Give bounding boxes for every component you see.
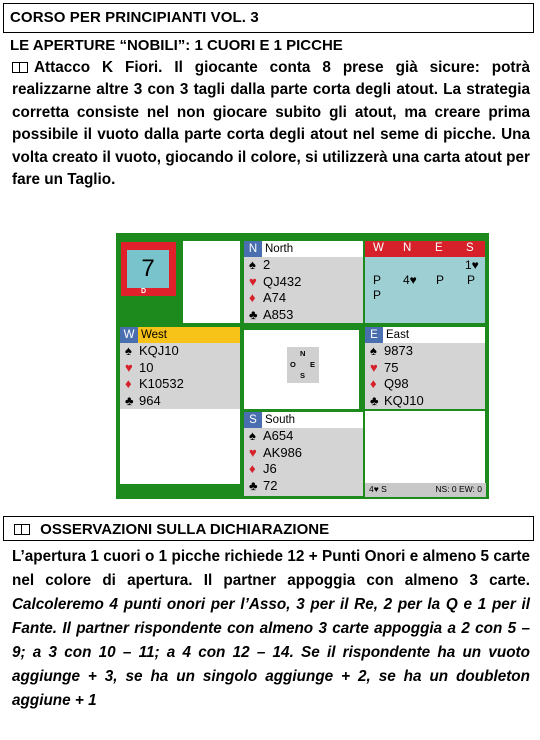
compass-o: O	[290, 360, 296, 369]
north-spades: 2	[263, 257, 271, 272]
club-icon: ♣	[125, 392, 134, 408]
hand-east	[365, 327, 485, 409]
auction-header	[365, 241, 485, 257]
south-name: South	[265, 414, 296, 426]
east-spades: 9873	[384, 343, 413, 358]
east-hearts: 75	[384, 359, 399, 375]
book-icon	[14, 524, 30, 535]
west-clubs: 964	[139, 392, 161, 408]
north-hearts: QJ432	[263, 273, 302, 289]
heart-icon: ♥	[249, 444, 257, 460]
blank-cell	[183, 241, 240, 323]
blank-cell	[120, 406, 240, 484]
compass-n: N	[300, 349, 306, 358]
west-spades: KQJ10	[139, 343, 179, 358]
section-title: LE APERTURE “NOBILI”: 1 CUORI E 1 PICCHE	[10, 37, 343, 54]
south-clubs: 72	[263, 477, 278, 493]
east-name: East	[386, 329, 410, 341]
east-diamonds: Q98	[384, 376, 409, 391]
auction-header-w: W	[373, 242, 384, 254]
auction-bid: 1♥	[465, 258, 479, 272]
course-title: CORSO PER PRINCIPIANTI VOL. 3	[10, 9, 259, 26]
south-diamonds: J6	[263, 461, 277, 476]
heart-icon: ♥	[370, 359, 378, 375]
north-name: North	[265, 243, 294, 255]
compass-e: E	[310, 360, 316, 369]
blank-cell	[365, 411, 485, 483]
auction-bid: P	[467, 273, 476, 287]
diamond-icon: ♦	[249, 461, 256, 476]
auction-header-s: S	[466, 242, 474, 254]
auction-bid: 4♥	[403, 273, 417, 287]
auction-header-e: E	[435, 242, 443, 254]
dealer-marker: D	[141, 288, 147, 295]
south-letter: S	[244, 412, 262, 428]
observations-italic-text: Calcoleremo 4 punti onori per l’Asso, 3 per il Re, 2 per la Q e 1 per il Fante. Il partner rispondente con almeno 3 carte appoggia a 2 con 5 – 9; a 3 con 10 – 11; a 4 con 12 – 14. Se il rispondente ha un vuoto aggiunge + 3, se ha un singolo aggiunge + 2, se ha un doubleton aggiune + 1	[12, 596, 530, 709]
south-spades: A654	[263, 428, 294, 443]
heart-icon: ♥	[249, 273, 257, 289]
hand-west	[120, 327, 240, 409]
intro-paragraph	[12, 57, 530, 191]
intro-text: Attacco K Fiori. Il giocante conta 8 prese già sicure: potrà realizzarne altre 3 con 3 tagli dalla parte corta degli atout. La strategia corretta consiste nel non giocare subito gli atout, ma creare prima possibile il vuoto dalla parte corta degli atout nel seme di picche. Una volta creato il vuoto, giocando il colore, si utilizzerà una carta atout per fare un Taglio.	[12, 59, 530, 189]
book-icon	[12, 62, 28, 73]
spade-icon: ♠	[249, 257, 256, 272]
diamond-icon: ♦	[370, 376, 377, 391]
club-icon: ♣	[249, 477, 258, 493]
north-clubs: A853	[263, 306, 294, 322]
observations-title: OSSERVAZIONI SULLA DICHIARAZIONE	[14, 521, 329, 538]
compass-s: S	[300, 371, 306, 380]
hand-north	[244, 241, 363, 323]
score-label: NS: 0 EW: 0	[435, 484, 482, 494]
club-icon: ♣	[370, 392, 379, 408]
spade-icon: ♠	[125, 343, 132, 358]
hand-south	[244, 412, 363, 496]
heart-icon: ♥	[125, 359, 133, 375]
west-letter: W	[120, 327, 138, 343]
west-diamonds: K10532	[139, 376, 184, 391]
auction-header-n: N	[403, 242, 412, 254]
diamond-icon: ♦	[125, 376, 132, 391]
contract-label: 4♥ S	[369, 484, 387, 494]
west-hearts: 10	[139, 359, 154, 375]
board-number: 7	[127, 250, 169, 288]
auction-bid: P	[436, 273, 445, 287]
spade-icon: ♠	[370, 343, 377, 358]
west-name: West	[141, 329, 167, 341]
east-letter: E	[365, 327, 383, 343]
auction-bid: P	[373, 288, 382, 302]
observations-paragraph	[12, 545, 530, 713]
spade-icon: ♠	[249, 428, 256, 443]
north-letter: N	[244, 241, 262, 257]
compass	[287, 347, 319, 383]
south-hearts: AK986	[263, 444, 303, 460]
north-diamonds: A74	[263, 290, 287, 305]
result-bar	[365, 483, 486, 497]
club-icon: ♣	[249, 306, 258, 322]
auction-bid: P	[373, 273, 382, 287]
observations-text: L’apertura 1 cuori o 1 picche richiede 12 + Punti Onori e almeno 5 carte nel colore di apertura. Il partner appoggia con almeno 3 carte.	[12, 548, 530, 589]
east-clubs: KQJ10	[384, 392, 424, 408]
diamond-icon: ♦	[249, 290, 256, 305]
